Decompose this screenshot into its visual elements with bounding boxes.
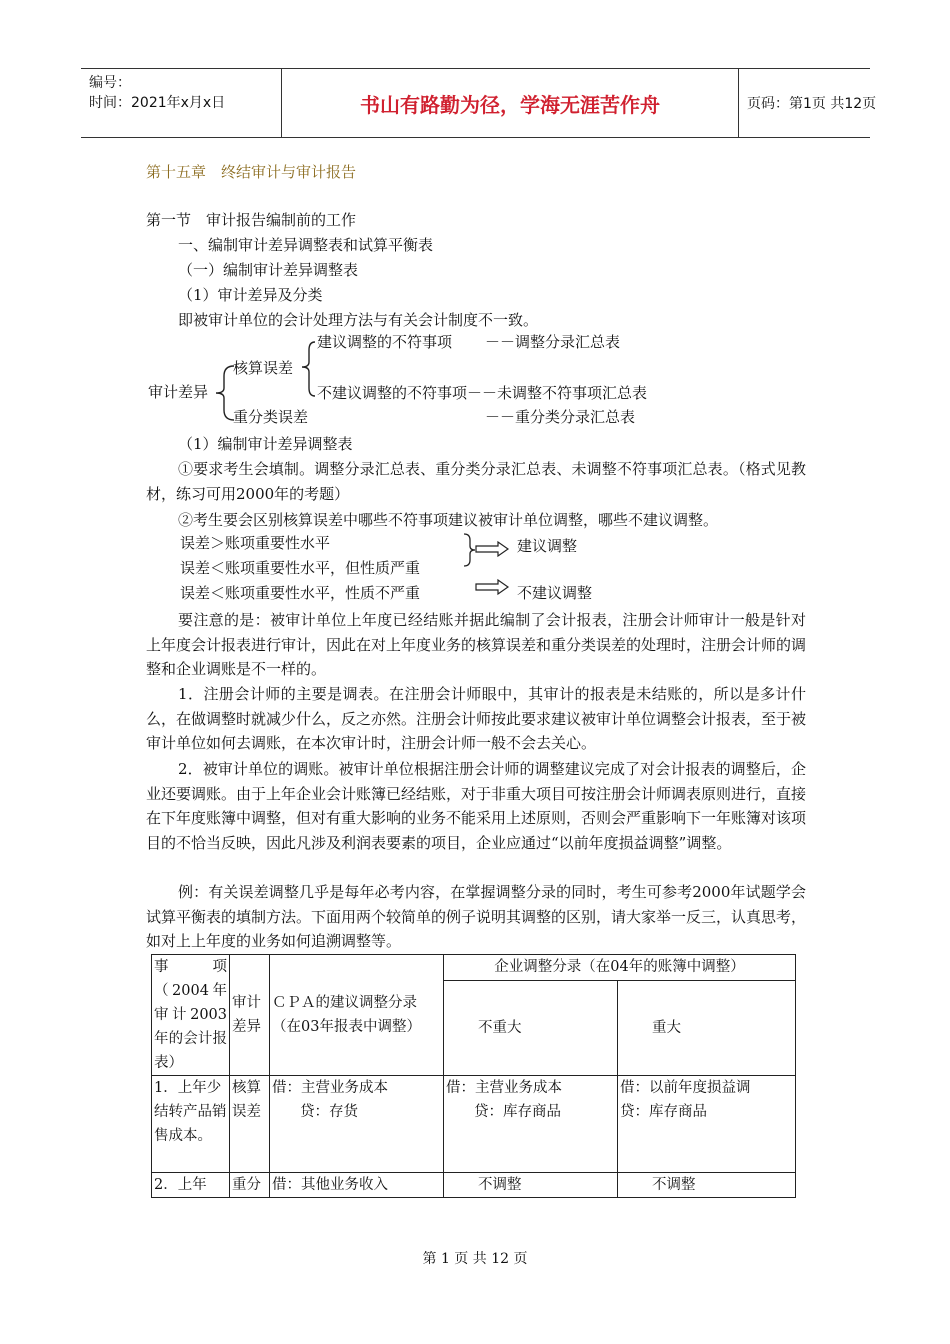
adjustment-table [151, 954, 796, 1198]
row1-cpa-debit: 借：主营业务成本 [272, 1080, 388, 1096]
header-difference: 审计差异 [230, 955, 270, 1076]
row2-item: 2．上年 [152, 1173, 230, 1198]
row1-major-entry [618, 1076, 796, 1173]
row1-major-credit: 贷：库存商品 [620, 1104, 707, 1120]
leaf-adjust-result: －－调整分录汇总表 [485, 333, 621, 351]
point-two: ②考生要会区别核算误差中哪些不符事项建议被审计单位调整，哪些不建议调整。 [178, 511, 719, 529]
condition-2: 误差＜账项重要性水平，但性质严重 [180, 559, 421, 577]
leaf-unadjusted-items: 不建议调整的不符事项－－未调整不符事项汇总表 [317, 384, 648, 402]
row1-minor-credit: 贷：库存商品 [474, 1104, 561, 1120]
leaf-adjust-items: 建议调整的不符事项 [317, 333, 453, 351]
doc-number-label: 编号： [89, 75, 131, 91]
table-row [152, 955, 796, 981]
chapter-title: 第十五章 终结审计与审计报告 [146, 163, 357, 181]
point-one: ①要求考生会填制。调整分录汇总表、重分类分录汇总表、未调整不符事项汇总表。（格式见教材，练习可用2000年的考题） [146, 460, 806, 503]
table-row [152, 1076, 796, 1173]
leaf-reclass-result: －－重分类分录汇总表 [485, 408, 636, 426]
condition-3: 误差＜账项重要性水平，性质不严重 [180, 584, 421, 602]
row2-difference: 重分 [230, 1173, 270, 1198]
branch-reclass-error: 重分类误差 [233, 408, 309, 426]
row1-cpa-credit: 贷：存货 [300, 1104, 358, 1120]
result-no-adjust: 不建议调整 [517, 584, 593, 602]
row1-minor-debit: 借：主营业务成本 [446, 1080, 562, 1096]
header-motto: 书山有路勤为径，学海无涯苦作舟 [281, 69, 739, 137]
heading-level1: 一、编制审计差异调整表和试算平衡表 [178, 236, 434, 254]
header-item: 事 项（2004年审计2003年的会计报表） [152, 955, 230, 1076]
paragraph-example: 例：有关误差调整几乎是每年必考内容，在掌握调整分录的同时，考生可参考2000年试题学会试算平衡表的填制方法。下面用两个较简单的例子说明其调整的区别，请大家举一反三，认真思考，如对上上年度的业务如何追溯调整等。 [146, 883, 807, 950]
table-row [152, 1173, 796, 1198]
header-not-material: 不重大 [444, 981, 618, 1076]
doc-date-label: 时间：2021年x月x日 [89, 95, 226, 111]
heading-level2: （一）编制审计差异调整表 [178, 261, 359, 279]
row2-major-entry: 不调整 [618, 1173, 796, 1198]
page-header [81, 68, 877, 138]
header-page-info: 页码：第1页 共12页 [747, 96, 877, 112]
row2-minor-entry: 不调整 [444, 1173, 618, 1198]
row1-minor-entry [444, 1076, 618, 1173]
section-title: 第一节 审计报告编制前的工作 [146, 211, 357, 229]
paragraph-cpa-adjust: 1．注册会计师的主要是调表。在注册会计师眼中，其审计的报表是未结账的，所以是多计什么，在做调整时就减少什么，反之亦然。注册会计师按此要求建议被审计单位调整会计报表，至于被审计单位如何去调账，在本次审计时，注册会计师一般不会去关心。 [146, 685, 807, 752]
result-adjust: 建议调整 [517, 537, 578, 555]
row1-major-debit: 借：以前年度损益调 [620, 1080, 751, 1096]
header-meta [81, 69, 281, 137]
heading-level3: （1）审计差异及分类 [178, 286, 323, 304]
branch-accounting-error: 核算误差 [233, 359, 294, 377]
row1-cpa-entry [270, 1076, 444, 1173]
decision-arrows [462, 532, 512, 602]
row1-item: 1．上年少结转产品销售成本。 [152, 1076, 230, 1173]
row1-difference: 核算误差 [230, 1076, 270, 1173]
diagram-root: 审计差异 [148, 383, 209, 401]
paragraph-attention: 要注意的是：被审计单位上年度已经结账并据此编制了会计报表，注册会计师审计一般是针对上年度会计报表进行审计，因此在对上年度业务的核算误差和重分类误差的处理时，注册会计师的调整和企业调账是不一样的。 [146, 611, 807, 678]
heading-level4: （1）编制审计差异调整表 [178, 435, 353, 453]
header-entity-entry: 企业调整分录（在04年的账簿中调整） [444, 955, 796, 981]
branch-brace [299, 340, 319, 400]
row2-cpa-entry: 借：其他业务收入 [270, 1173, 444, 1198]
header-cpa-entry: ＣＰＡ的建议调整分录（在03年报表中调整） [270, 955, 444, 1076]
header-material: 重大 [618, 981, 796, 1076]
definition-text: 即被审计单位的会计处理方法与有关会计制度不一致。 [178, 311, 539, 329]
condition-1: 误差＞账项重要性水平 [180, 534, 331, 552]
paragraph-entity-adjust: 2．被审计单位的调账。被审计单位根据注册会计师的调整建议完成了对会计报表的调整后，企业还要调账。由于上年企业会计账簿已经结账，对于非重大项目可按注册会计师调表原则进行，直接在下年度账簿中调整，但对有重大影响的业务不能采用上述原则，否则会严重影响下一年账簿对该项目的不恰当反映，因此凡涉及利润表要素的项目，企业应通过“以前年度损益调整”调整。 [146, 760, 807, 852]
page-footer: 第 1 页 共 12 页 [422, 1251, 528, 1267]
